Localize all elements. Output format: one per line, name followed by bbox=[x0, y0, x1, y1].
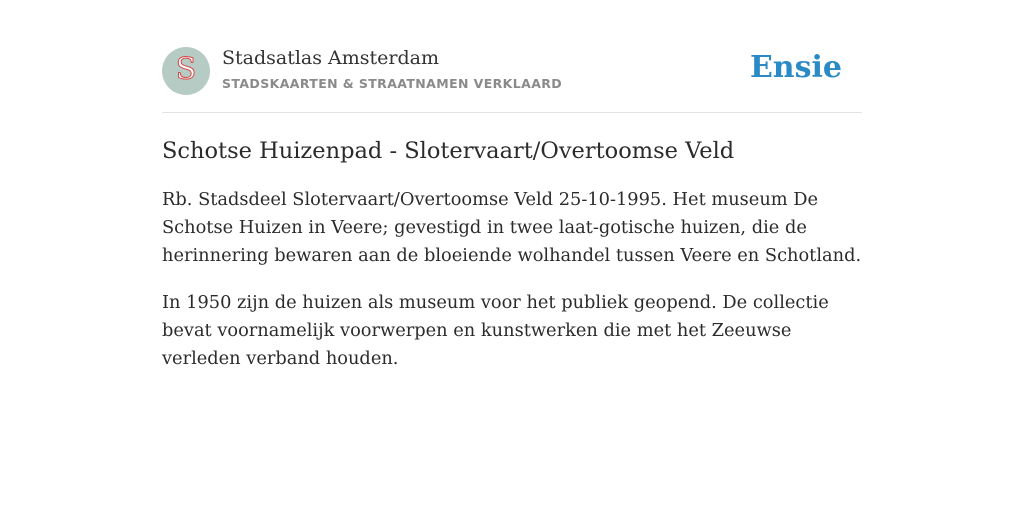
site-header bbox=[162, 46, 862, 113]
article-paragraph-1: Rb. Stadsdeel Slotervaart/Overtoomse Veld 25-10-1995. Het museum De Schotse Huizen in Veere; gevestigd in twee laat-gotische huizen, die de herinnering bewaren aan de bloeiende wolhandel tussen Veere en Schotland. bbox=[162, 189, 862, 266]
article-paragraph-2: In 1950 zijn de huizen als museum voor het publiek geopend. De collectie bevat voornamelijk voorwerpen en kunstwerken die met het Zeeuwse verleden verband houden. bbox=[162, 292, 829, 369]
site-subtitle: STADSKAARTEN & STRAATNAMEN VERKLAARD bbox=[222, 76, 563, 91]
article bbox=[162, 138, 867, 392]
avatar-letter: S bbox=[175, 52, 197, 87]
article-title: Schotse Huizenpad - Slotervaart/Overtoomse Veld bbox=[162, 138, 735, 164]
avatar[interactable] bbox=[162, 47, 210, 95]
brand-logo-link[interactable]: Ensie bbox=[749, 50, 842, 85]
site-title[interactable]: Stadsatlas Amsterdam bbox=[222, 47, 440, 69]
